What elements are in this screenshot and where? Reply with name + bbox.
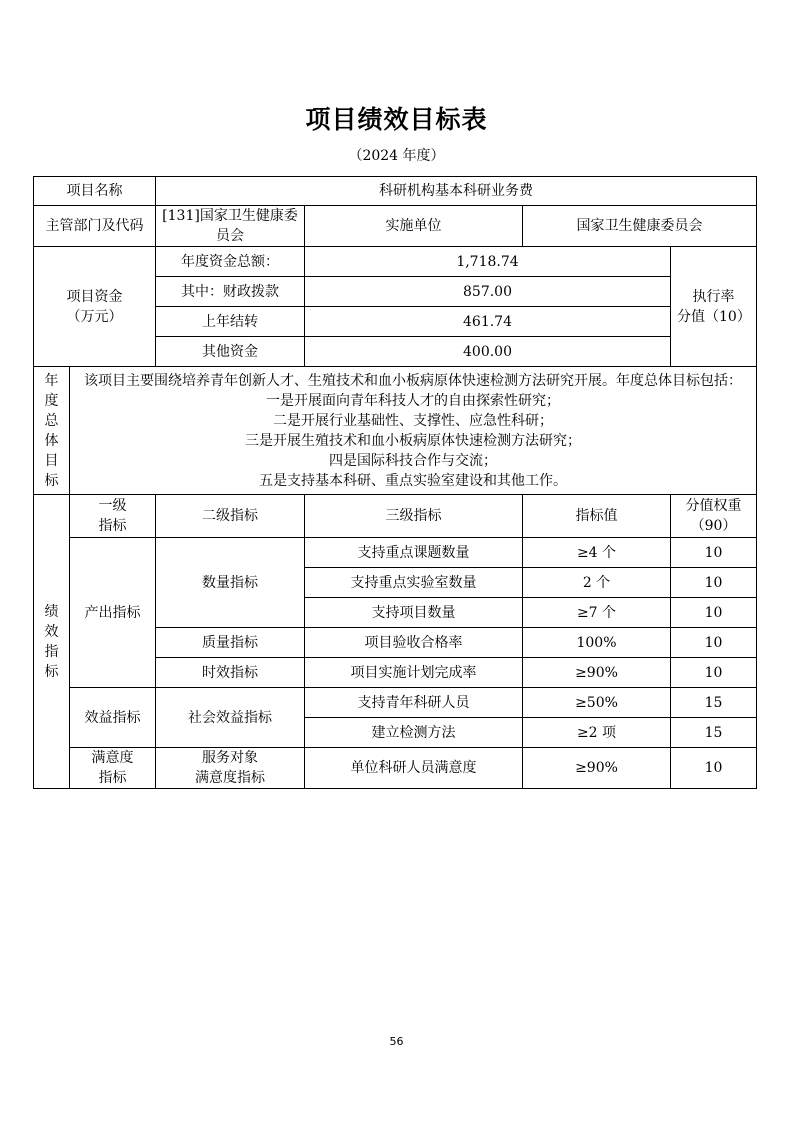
weight-header <box>671 495 757 538</box>
indicator-name: 支持青年科研人员 <box>305 688 523 718</box>
annual-goal-row <box>34 367 757 495</box>
funds-carryover-label: 上年结转 <box>156 307 305 337</box>
funds-carryover-value: 461.74 <box>305 307 671 337</box>
funds-label <box>34 247 156 367</box>
indicator-value: ≥90% <box>523 658 671 688</box>
level3-header: 三级指标 <box>305 495 523 538</box>
goal-line: 三是开展生殖技术和血小板病原体快速检测方法研究； <box>245 432 582 449</box>
quantity-indicator-label: 数量指标 <box>156 538 305 628</box>
satisfaction-label-line2: 指标 <box>98 770 127 786</box>
execution-rate-cell <box>671 247 757 367</box>
timeliness-indicator-label: 时效指标 <box>156 658 305 688</box>
satisfaction-indicator-label <box>70 748 156 789</box>
indicator-value: ≥7 个 <box>523 598 671 628</box>
quality-indicator-label: 质量指标 <box>156 628 305 658</box>
indicator-weight: 10 <box>671 598 757 628</box>
indicator-label-char: 效 <box>44 623 59 640</box>
indicator-weight: 10 <box>671 628 757 658</box>
indicator-label-char: 绩 <box>44 603 59 620</box>
goal-line: 该项目主要围绕培养青年创新人才、生殖技术和血小板病原体快速检测方法研究开展。年度总体目标包括： <box>84 372 743 389</box>
project-name-label: 项目名称 <box>34 177 156 206</box>
annual-goal-text <box>70 367 757 495</box>
social-benefit-indicator-label: 社会效益指标 <box>156 688 305 748</box>
weight-header-line1: 分值权重 <box>685 498 742 514</box>
indicator-row <box>34 748 757 789</box>
page-title: 项目绩效目标表 <box>305 105 488 134</box>
page-subtitle: （2024 年度） <box>348 148 445 164</box>
goal-line: 五是支持基本科研、重点实验室建设和其他工作。 <box>259 472 568 489</box>
indicator-weight: 15 <box>671 718 757 748</box>
project-name-row <box>34 177 757 206</box>
goal-label-char: 目 <box>44 452 59 469</box>
indicator-label-char: 指 <box>44 643 59 660</box>
funds-other-label: 其他资金 <box>156 337 305 367</box>
goal-label-char: 体 <box>44 432 59 449</box>
department-row <box>34 206 757 247</box>
goal-label-char: 度 <box>44 392 59 409</box>
indicator-header-row <box>34 495 757 538</box>
indicator-name: 建立检测方法 <box>305 718 523 748</box>
service-satisfaction-label <box>156 748 305 789</box>
indicator-label-char: 标 <box>44 663 59 680</box>
indicator-value: ≥2 项 <box>523 718 671 748</box>
funds-other-value: 400.00 <box>305 337 671 367</box>
goal-line: 二是开展行业基础性、支撑性、应急性科研； <box>273 412 554 429</box>
satisfaction-label-line1: 满意度 <box>91 750 134 766</box>
funds-row-total <box>34 247 757 277</box>
level1-header-line1: 一级 <box>98 498 127 514</box>
level2-header: 二级指标 <box>156 495 305 538</box>
indicator-name: 支持项目数量 <box>305 598 523 628</box>
indicator-value: ≥4 个 <box>523 538 671 568</box>
indicator-name: 支持重点课题数量 <box>305 538 523 568</box>
indicator-row <box>34 688 757 718</box>
performance-table <box>33 176 757 789</box>
service-satisfaction-line2: 满意度指标 <box>195 770 265 786</box>
implementing-unit-label: 实施单位 <box>305 206 523 247</box>
indicator-weight: 10 <box>671 748 757 789</box>
indicator-weight: 10 <box>671 568 757 598</box>
indicator-weight: 10 <box>671 658 757 688</box>
funds-total-value: 1,718.74 <box>305 247 671 277</box>
service-satisfaction-line1: 服务对象 <box>202 750 258 766</box>
indicator-weight: 10 <box>671 538 757 568</box>
funds-fiscal-value: 857.00 <box>305 277 671 307</box>
execution-rate-line2: 分值（10） <box>677 308 751 325</box>
funds-fiscal-label: 其中：财政拨款 <box>156 277 305 307</box>
output-indicator-label: 产出指标 <box>70 538 156 688</box>
benefit-indicator-label: 效益指标 <box>70 688 156 748</box>
annual-goal-label <box>34 367 70 495</box>
indicator-name: 单位科研人员满意度 <box>305 748 523 789</box>
indicator-value: 100% <box>523 628 671 658</box>
goal-label-char: 年 <box>44 372 59 389</box>
funds-label-line2: （万元） <box>66 308 123 325</box>
page-number: 56 <box>389 1035 404 1048</box>
weight-header-line2: （90） <box>690 518 737 534</box>
project-name-value: 科研机构基本科研业务费 <box>156 177 757 206</box>
indicator-value: ≥90% <box>523 748 671 789</box>
indicator-row <box>34 538 757 568</box>
indicator-name: 项目实施计划完成率 <box>305 658 523 688</box>
execution-rate-line1: 执行率 <box>692 288 735 305</box>
goal-label-char: 标 <box>44 472 59 489</box>
department-value: [131]国家卫生健康委员会 <box>156 206 305 247</box>
indicator-value: 2 个 <box>523 568 671 598</box>
funds-label-line1: 项目资金 <box>66 288 123 305</box>
indicator-name: 支持重点实验室数量 <box>305 568 523 598</box>
indicator-weight: 15 <box>671 688 757 718</box>
level1-header <box>70 495 156 538</box>
funds-total-label: 年度资金总额： <box>156 247 305 277</box>
goal-line: 一是开展面向青年科技人才的自由探索性研究； <box>266 392 561 409</box>
performance-indicator-label <box>34 495 70 789</box>
level1-header-line2: 指标 <box>98 518 127 534</box>
indicator-value: ≥50% <box>523 688 671 718</box>
department-label: 主管部门及代码 <box>34 206 156 247</box>
goal-line: 四是国际科技合作与交流； <box>329 452 498 469</box>
goal-label-char: 总 <box>44 412 59 429</box>
implementing-unit-value: 国家卫生健康委员会 <box>523 206 757 247</box>
value-header: 指标值 <box>523 495 671 538</box>
indicator-name: 项目验收合格率 <box>305 628 523 658</box>
